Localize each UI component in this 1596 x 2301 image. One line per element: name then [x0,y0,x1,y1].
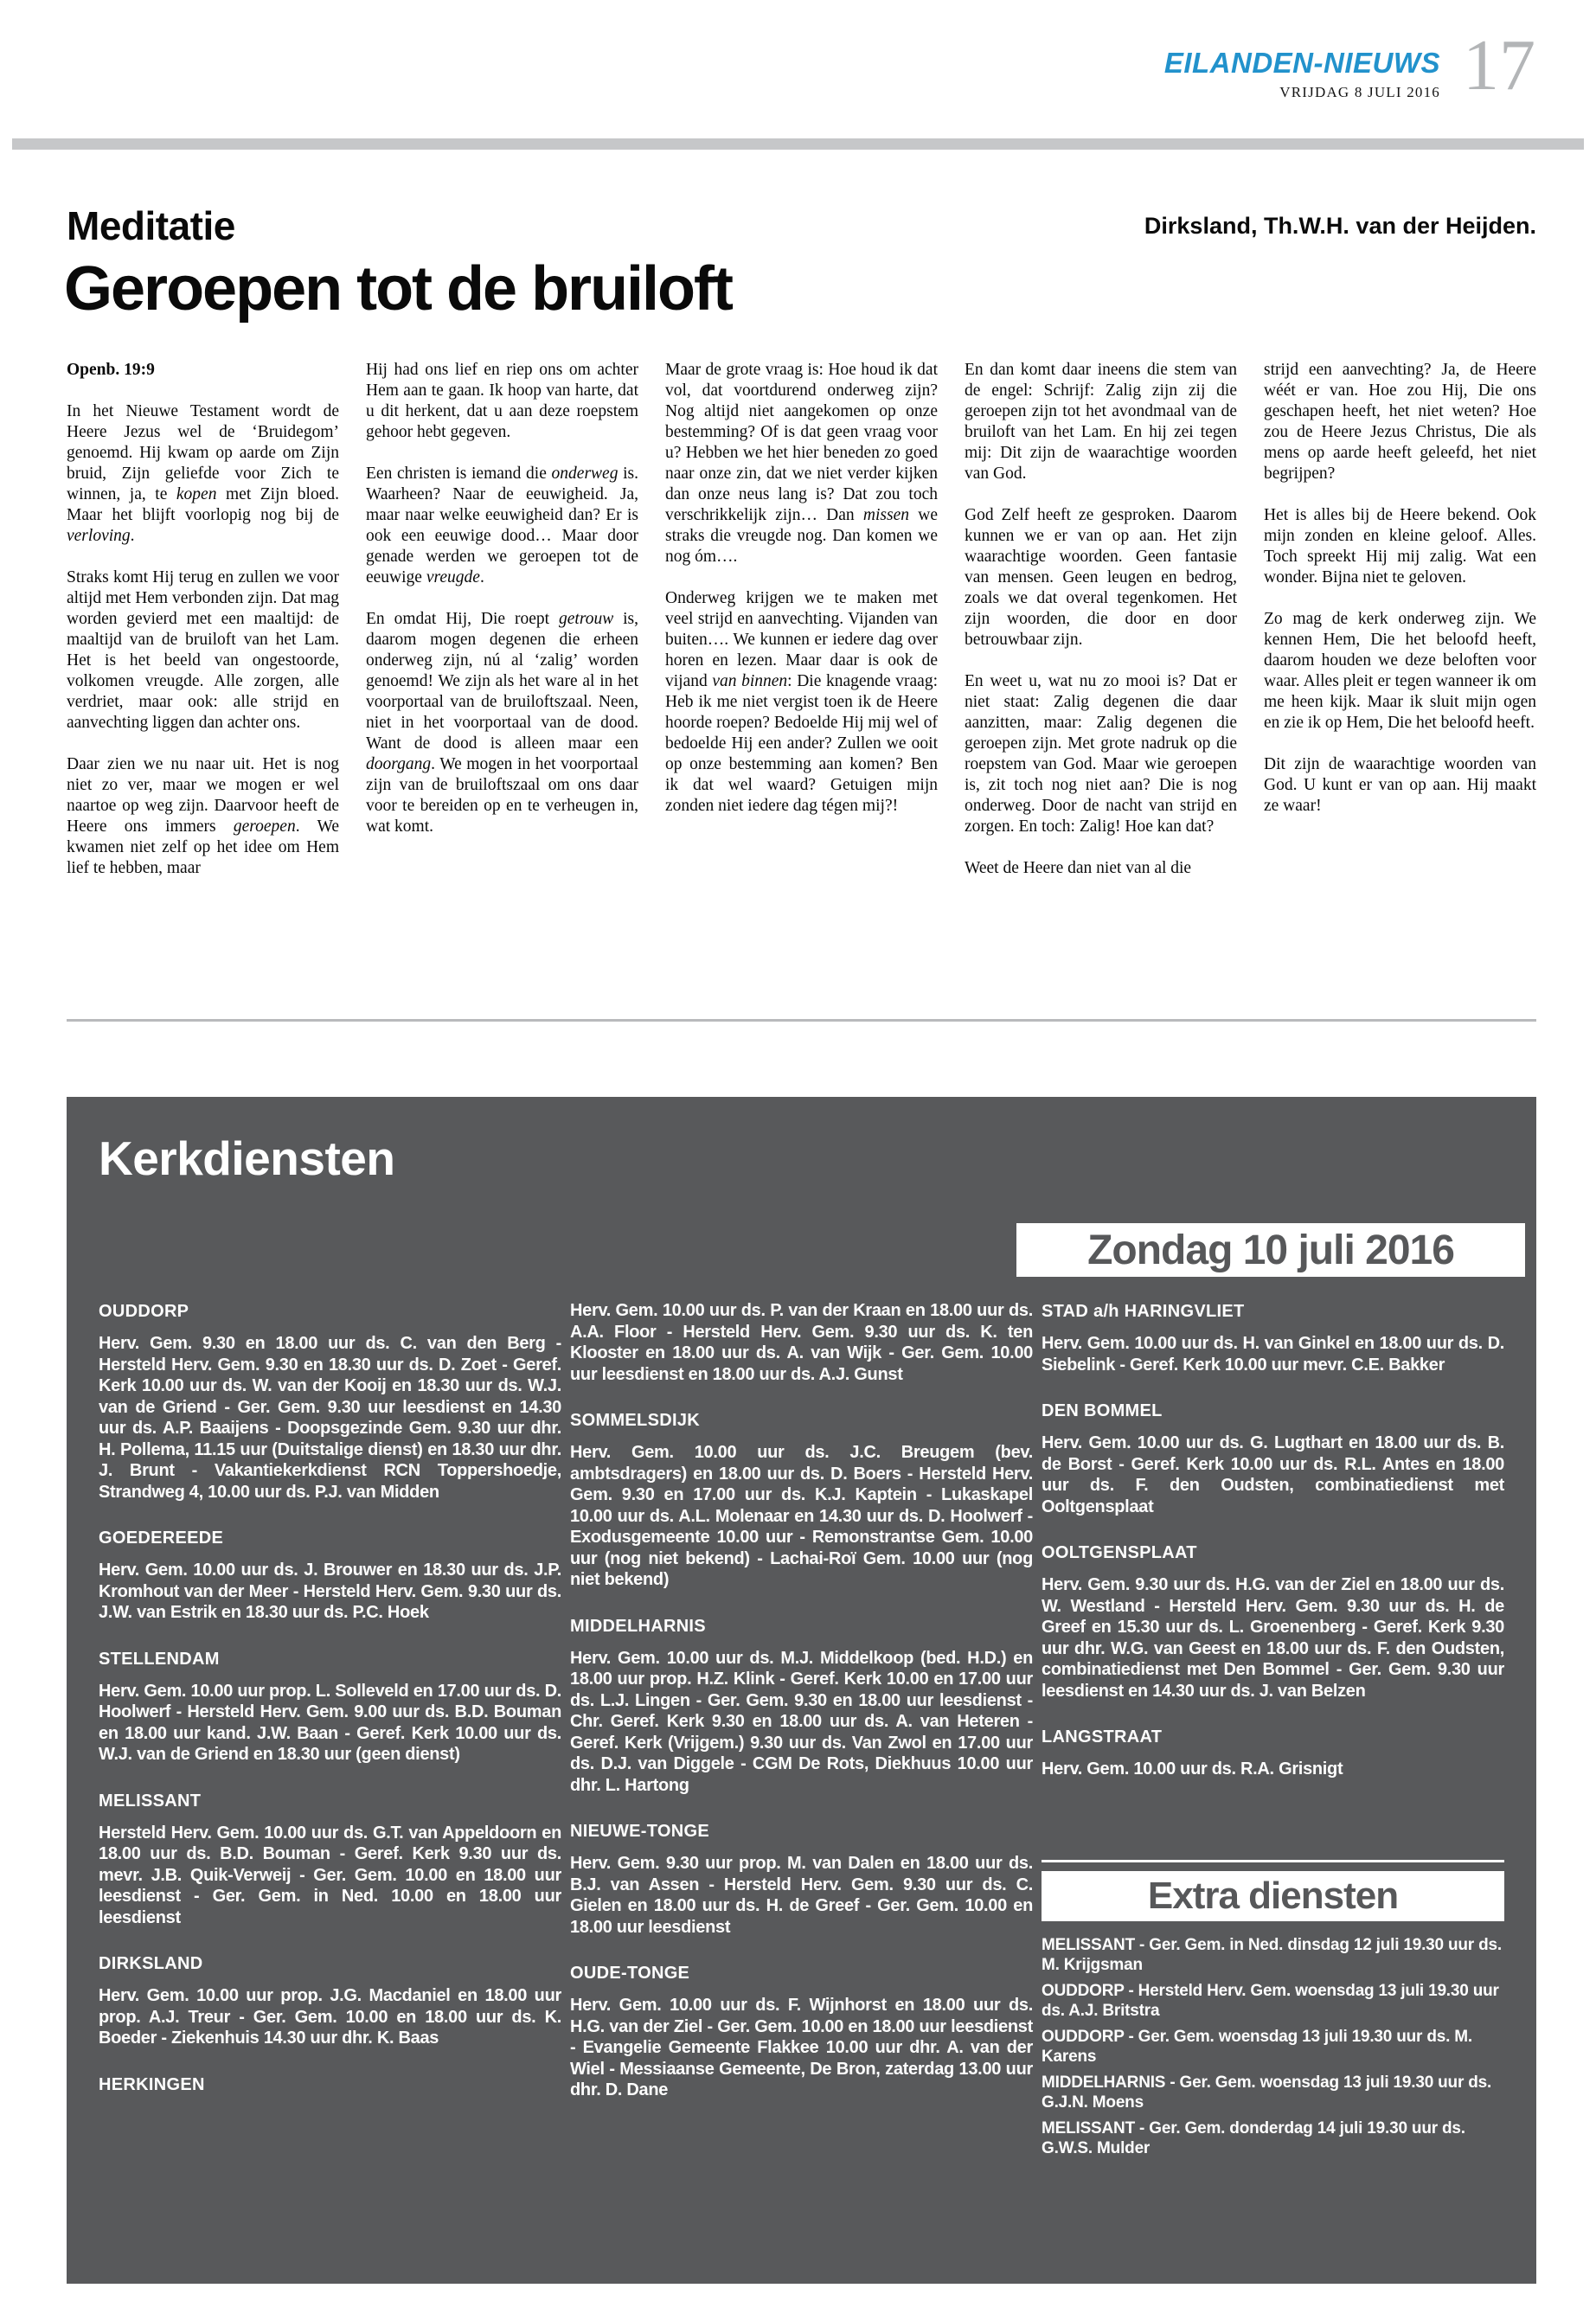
article-column [965,360,1237,879]
service-listing: Herv. Gem. 10.00 uur ds. G. Lugthart en 18.00 uur ds. B. de Borst - Geref. Kerk 10.00 uur ds. R.L. Antes en 18.00 uur ds. F. den Oudsten, combinatiedienst met Ooltgensplaat [1042,1433,1504,1516]
article-title: Geroepen tot de bruiloft [64,254,732,324]
service-listing: Herv. Gem. 10.00 uur ds. F. Wijnhorst en 18.00 uur ds. H.G. van der Ziel - Ger. Gem. 10.00 en 18.00 uur leesdienst - Evangelie Gemeente Flakkee 10.00 uur dhr. A. van der Wiel - Messiaanse Gemeente, De Bron, zaterdag 13.00 uur dhr. D. Dane [570,1996,1033,2099]
article-column [366,360,638,879]
extra-services-heading: Extra diensten [1147,1874,1399,1917]
article-paragraph: In het Nieuwe Testament wordt de Heere Jezus wel de ‘Bruidegom’ genoemd. Hij kwam op aarde om Zijn bruid, Zijn geliefde voor Zich te winnen, ja, te kopen met Zijn bloed. Maar het blijft voorlopig nog bij de verloving. [67,402,339,545]
service-listing: Herv. Gem. 10.00 uur prop. J.G. Macdaniel en 18.00 uur prop. A.J. Treur - Ger. Gem. 10.00 en 18.00 uur ds. K. Boeder - Ziekenhuis 14.30 uur dhr. K. Baas [99,1986,561,2048]
extra-services-rule [1042,1860,1504,1862]
scripture-reference: Openb. 19:9 [67,361,155,379]
city-heading: DEN BOMMEL [1042,1401,1163,1420]
article-paragraph: Hij had ons lief en riep ons om achter Hem aan te gaan. Ik hoop van harte, dat u dit herkent, dat u aan deze roepstem gehoor hebt gegeven. [366,361,638,441]
service-listing: Herv. Gem. 10.00 uur ds. P. van der Kraan en 18.00 uur ds. A.A. Floor - Hersteld Herv. Gem. 9.30 uur ds. K. ten Klooster en 18.00 uur ds. A. van Wijk - Ger. Gem. 10.00 uur leesdienst en 18.00 uur ds. A.J. Gunst [570,1301,1033,1384]
article-paragraph: Daar zien we nu naar uit. Het is nog niet zo ver, maar we mogen er wel naartoe op weg zijn. Daarvoor heeft de Heere ons immers geroepen. We kwamen niet zelf op het idee om Hem lief te hebben, maar [67,755,339,877]
article-author: Dirksland, Th.W.H. van der Heijden. [1144,213,1536,239]
section-label: Meditatie [67,203,235,248]
article-paragraph: En dan komt daar ineens die stem van de engel: Schrijf: Zalig zijn zij die geroepen zijn tot het avondmaal van de bruiloft van het Lam. En hij zei tegen mij: Dit zijn de waarachtige woorden van God. [965,361,1237,483]
service-listing: Hersteld Herv. Gem. 10.00 uur ds. G.T. van Appeldoorn en 18.00 uur ds. B.D. Bouman - Geref. Kerk 9.30 uur ds. mevr. J.B. Quik-Verweij - Ger. Gem. 10.00 en 18.00 uur leesdienst - Ger. Gem. in Ned. 10.00 en 18.00 uur leesdienst [99,1823,561,1927]
masthead [1164,48,1440,101]
article-paragraph: Een christen is iemand die onderweg is. Waarheen? Naar de eeuwigheid. Ja, maar naar welke eeuwigheid dan? Er is ook een eeuwige dood… Maar door genade werden we geroepen tot de eeuwige vreugde. [366,465,638,586]
service-listing: Herv. Gem. 9.30 en 18.00 uur ds. C. van den Berg - Hersteld Herv. Gem. 9.30 en 18.30 uur ds. D. Zoet - Geref. Kerk 10.00 uur ds. W. van der Kooij en 18.30 uur ds. W.J. van de Griend - Ger. Gem. 9.30 uur leesdienst en 14.30 uur ds. A.P. Baaijens - Doopsgezinde Gem. 9.30 uur dhr. H. Pollema, 11.15 uur (Duitstalige dienst) en 18.30 uur dhr. J. Brunt - Vakantiekerkdienst RCN Toppershoedje, Strandweg 4, 10.00 uur ds. P.J. van Midden [99,1334,561,1502]
service-listing: Herv. Gem. 10.00 uur prop. L. Solleveld en 17.00 uur ds. D. Hoolwerf - Hersteld Herv. Gem. 9.00 uur ds. B.D. Bouman en 18.00 uur kand. J.W. Baan - Geref. Kerk 10.00 uur ds. W.J. van de Griend en 18.30 uur (geen dienst) [99,1681,561,1764]
services-column [99,1300,561,2164]
article-paragraph: Het is alles bij de Heere bekend. Ook mijn zonden en kleine geloof. Alles. Toch spreekt Hij mij zalig. Wat een wonder. Bijna niet te geloven. [1264,506,1536,586]
extra-service-item: OUDDORP - Hersteld Herv. Gem. woensdag 13 juli 19.30 uur ds. A.J. Britstra [1042,1981,1499,2020]
article-paragraph: strijd een aanvechting? Ja, de Heere wéét er van. Hoe zou Hij, Die ons geschapen heeft, het niet weten? Hoe zou de Heere Jezus Christus, Die als mens op aarde heeft geleefd, het niet begrijpen? [1264,361,1536,483]
services-columns [99,1300,1504,2164]
city-heading: DIRKSLAND [99,1954,203,1973]
services-column [1042,1300,1504,2164]
service-listing: Herv. Gem. 10.00 uur ds. M.J. Middelkoop (bed. H.D.) en 18.00 uur prop. H.Z. Klink - Geref. Kerk 10.00 en 17.00 uur ds. L.J. Lingen - Ger. Gem. 9.30 en 18.00 uur leesdienst - Chr. Geref. Kerk 9.30 en 18.00 uur ds. A. van Heteren - Geref. Kerk (Vrijgem.) 9.30 uur ds. Van Zwol en 17.00 uur ds. D.J. van Diggele - CGM De Rots, Diekhuus 10.00 uur dhr. L. Hartong [570,1648,1033,1795]
city-heading: SOMMELSDIJK [570,1411,700,1430]
article-paragraph: En weet u, wat nu zo mooi is? Dat er niet staat: Zalig degenen die daar aanzitten, maar: Zalig degenen die geroepen zijn. Met grote nadruk op die roepstem van God. Maar wie geroepen is, zit toch nog niet aan? Die is nog onderweg. Door de nacht van strijd en zorgen. En toch: Zalig! Hoe kan dat? [965,672,1237,836]
service-listing: Herv. Gem. 9.30 uur prop. M. van Dalen en 18.00 uur ds. B.J. van Assen - Hersteld Herv. Gem. 9.30 uur ds. C. Gielen en 18.00 uur ds. H. de Greef - Ger. Gem. 10.00 en 18.00 uur leesdienst [570,1854,1033,1937]
church-services-title: Kerkdiensten [99,1131,395,1185]
article-paragraph: God Zelf heeft ze gesproken. Daarom kunnen we er van op aan. Het zijn waarachtige woorden. Geen fantasie van mensen. Geen leugen en bedrog, zoals we dat overal tegenkomen. Het zijn woorden, die door en door betrouwbaar zijn. [965,506,1237,649]
article-paragraph: Dit zijn de waarachtige woorden van God. U kunt er van op aan. Hij maakt ze waar! [1264,755,1536,815]
service-listing: Herv. Gem. 10.00 uur ds. R.A. Grisnigt [1042,1759,1343,1779]
meditation-article [64,203,1536,879]
church-services-box [67,1097,1536,2284]
city-heading: MELISSANT [99,1791,202,1811]
section-divider [67,1019,1536,1022]
article-columns [67,360,1536,879]
city-heading: GOEDEREEDE [99,1529,224,1548]
extra-services-list [1042,1935,1504,2159]
city-heading: MIDDELHARNIS [570,1616,706,1636]
meditation-header-row [67,203,1536,248]
service-listing: Herv. Gem. 10.00 uur ds. H. van Ginkel en 18.00 uur ds. D. Siebelink - Geref. Kerk 10.00 uur mevr. C.E. Bakker [1042,1334,1504,1375]
header-rule [12,138,1584,150]
city-heading: OUDE-TONGE [570,1964,690,1983]
services-date-strip [1016,1223,1525,1277]
services-date-heading: Zondag 10 juli 2016 [1087,1227,1454,1273]
service-listing: Herv. Gem. 9.30 uur ds. H.G. van der Ziel en 18.00 uur ds. W. Westland - Hersteld Herv. Gem. 9.30 uur ds. H. de Greef en 15.30 uur ds. L. Groenenberg - Geref. Kerk 9.30 uur dhr. W.G. van Geest en 18.00 uur ds. F. den Oudsten, combinatiedienst met Den Bommel - Ger. Gem. 9.30 uur leesdienst en 14.30 uur ds. J. van Belzen [1042,1575,1504,1701]
article-column [1264,360,1536,879]
newspaper-logo: EILANDEN-NIEUWS [1163,47,1440,79]
city-heading: STAD a/h HARINGVLIET [1042,1302,1245,1321]
city-heading: HERKINGEN [99,2074,205,2094]
article-paragraph: En omdat Hij, Die roept getrouw is, daarom mogen degenen die erheen onderweg zijn, nú al ‘zalig’ worden genoemd! We zijn als het ware al in het voorportaal van de bruiloftszaal. Neen, niet in het voorportaal van de dood. Want de dood is alleen maar een doorgang. We mogen in het voorportaal zijn van de bruiloftszaal om ons daar voor te bereiden op en te verheugen in, wat komt. [366,610,638,836]
extra-service-item: MELISSANT - Ger. Gem. donderdag 14 juli 19.30 uur ds. G.W.S. Mulder [1042,2118,1465,2157]
services-column [570,1300,1033,2164]
extra-services-strip [1042,1871,1504,1921]
article-paragraph: Onderweg krijgen we te maken met veel strijd en aanvechting. Vijanden van buiten…. We kunnen er iedere dag over horen en lezen. Maar daar is ook de vijand van binnen: Die knagende vraag: Heb ik me niet vergist toen ik de Heere hoorde roepen? Bedoelde Hij mij wel of bedoelde Hij een ander? Zullen we ooit op onze bestemming aan komen? Ben ik dat wel waard? Getuigen mijn zonden niet iedere dag tégen mij?! [665,589,938,815]
city-heading: LANGSTRAAT [1042,1727,1163,1747]
city-heading: NIEUWE-TONGE [570,1822,710,1841]
article-paragraph: Straks komt Hij terug en zullen we voor altijd met Hem verbonden zijn. Dat mag worden gevierd met een maaltijd: de maaltijd van de bruiloft van het Lam. Het is het beeld van ongestoorde, volkomen vreugde. Alle zorgen, alle verdriet, maar ook: alle strijd en aanvechting liggen dan achter ons. [67,568,339,732]
city-heading: OUDDORP [99,1302,189,1321]
article-paragraph: Weet de Heere dan niet van al die [965,859,1192,877]
article-paragraph: Maar de grote vraag is: Hoe houd ik dat vol, dat voortdurend onderweg zijn? Nog altijd niet aangekomen op onze bestemming? Of is dat geen vraag voor u? Hebben we het hier beneden zo goed naar onze zin, dat we niet verder kijken dan onze neus lang is? Dat zou toch verschrikkelijk zijn… Dan missen we straks die vreugde nog. Dan komen we nog óm…. [665,361,938,566]
city-heading: OOLTGENSPLAAT [1042,1543,1197,1562]
article-paragraph: Zo mag de kerk onderweg zijn. We kennen Hem, Die het beloofd heeft, daarom houden we deze beloften voor waar. Alles pleit er tegen wanneer ik om me heen kijk. Maar ik sluit mijn ogen en zie ik op Hem, Die het beloofd heeft. [1264,610,1536,732]
date-line: VRIJDAG 8 JULI 2016 [1279,84,1440,100]
article-column [665,360,938,879]
article-column [67,360,339,879]
service-listing: Herv. Gem. 10.00 uur ds. J.C. Breugem (bev. ambtsdragers) en 18.00 uur ds. D. Boers - Hersteld Herv. Gem. 9.30 en 17.00 uur ds. K.J. Kaptein - Lukaskapel 10.00 uur ds. A.L. Molenaar en 14.30 uur ds. D. Hoolwerf - Exodusgemeente 10.00 uur - Remonstrantse Gem. 10.00 uur (nog niet bekend) - Lachai-Roï Gem. 10.00 uur (nog niet bekend) [570,1443,1033,1589]
extra-service-item: MIDDELHARNIS - Ger. Gem. woensdag 13 juli 19.30 uur ds. G.J.N. Moens [1042,2073,1492,2112]
service-listing: Herv. Gem. 10.00 uur ds. J. Brouwer en 18.30 uur ds. J.P. Kromhout van der Meer - Hersteld Herv. Gem. 9.30 uur ds. J.W. van Estrik en 18.30 uur ds. P.C. Hoek [99,1561,561,1622]
extra-service-item: OUDDORP - Ger. Gem. woensdag 13 juli 19.30 uur ds. M. Karens [1042,2027,1472,2066]
page-number: 17 [1463,25,1535,106]
extra-service-item: MELISSANT - Ger. Gem. in Ned. dinsdag 12 juli 19.30 uur ds. M. Krijgsman [1042,1935,1502,1974]
city-heading: STELLENDAM [99,1649,220,1669]
